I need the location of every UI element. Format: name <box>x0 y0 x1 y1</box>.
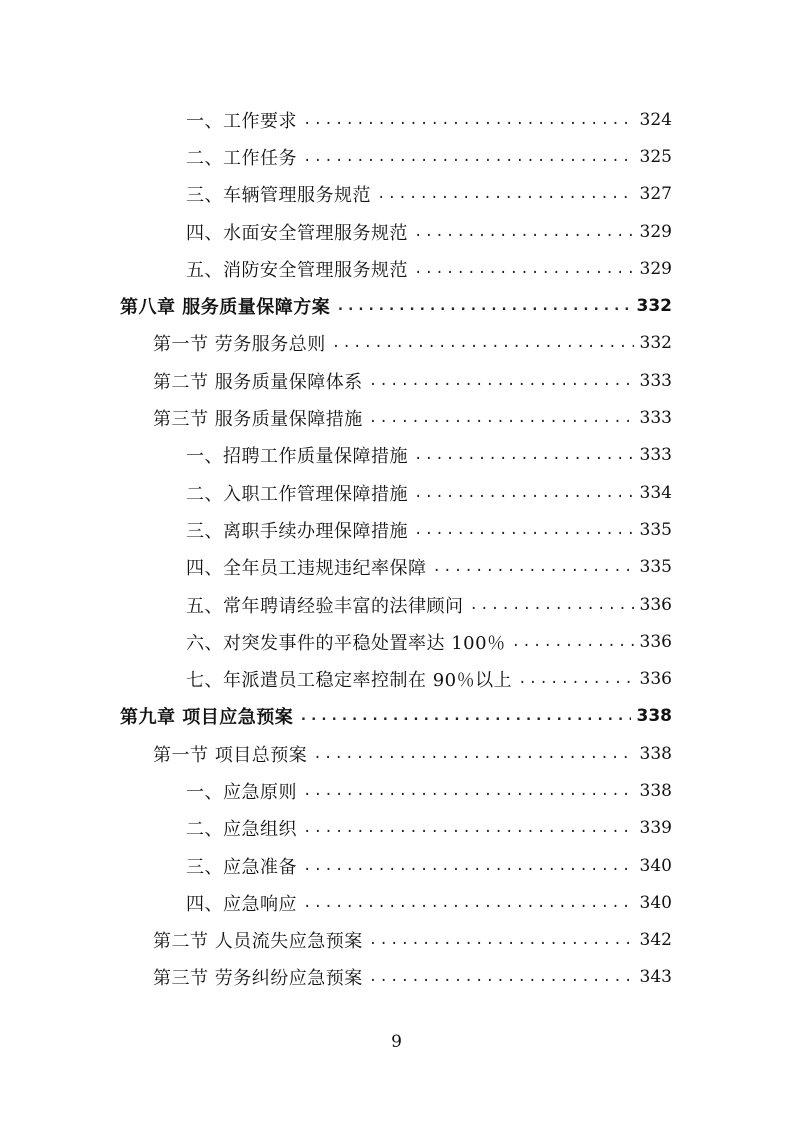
dot-leader <box>369 932 634 948</box>
toc-section-entry[interactable] <box>0 325 793 362</box>
dot-leader <box>414 447 634 463</box>
toc-entry-title: 七、年派遣员工稳定率控制在 90％以上 <box>186 670 513 692</box>
toc-entry[interactable] <box>0 138 793 175</box>
toc-entry[interactable] <box>0 586 793 623</box>
toc-entry-title: 二、工作任务 <box>186 147 297 169</box>
toc-entry[interactable] <box>0 437 793 474</box>
toc-entry-title: 第一节 项目总预案 <box>153 744 308 766</box>
toc-entry-title: 第三节 服务质量保障措施 <box>153 409 363 431</box>
dot-leader <box>369 410 634 426</box>
toc-entry-page: 338 <box>636 706 672 727</box>
toc-entry[interactable] <box>0 549 793 586</box>
toc-section-entry[interactable] <box>0 399 793 436</box>
toc-entry-title: 二、入职工作管理保障措施 <box>186 483 408 505</box>
toc-entry[interactable] <box>0 213 793 250</box>
dot-leader <box>303 858 634 874</box>
dot-leader <box>414 522 634 538</box>
toc-entry-page: 332 <box>636 296 672 317</box>
dot-leader <box>303 895 634 911</box>
toc-entry[interactable] <box>0 623 793 660</box>
dot-leader <box>299 708 630 724</box>
dot-leader <box>303 149 634 165</box>
toc-entry-page: 324 <box>639 109 672 130</box>
dot-leader <box>414 485 634 501</box>
toc-entry-title: 五、消防安全管理服务规范 <box>186 259 408 281</box>
toc-entry-page: 329 <box>639 221 672 242</box>
toc-section-entry[interactable] <box>0 959 793 996</box>
dot-leader <box>414 261 634 277</box>
dot-leader <box>369 969 634 985</box>
toc-entry-page: 325 <box>639 146 672 167</box>
toc-entry-page: 336 <box>639 594 672 615</box>
toc-entry-page: 342 <box>639 930 672 951</box>
toc-entry-title: 一、招聘工作质量保障措施 <box>186 446 408 468</box>
toc-entry-page: 340 <box>639 892 672 913</box>
toc-entry-title: 第八章 服务质量保障方案 <box>120 297 331 319</box>
toc-entry-title: 六、对突发事件的平稳处置率达 100％ <box>186 632 506 654</box>
toc-section-entry[interactable] <box>0 922 793 959</box>
toc-entry-page: 336 <box>639 669 672 690</box>
toc-entry-title: 三、离职手续办理保障措施 <box>186 520 408 542</box>
dot-leader <box>369 373 634 389</box>
toc-entry[interactable] <box>0 847 793 884</box>
toc-entry-page: 340 <box>639 855 672 876</box>
toc-entry-page: 336 <box>639 631 672 652</box>
dot-leader <box>313 746 633 762</box>
dot-leader <box>414 224 634 240</box>
toc-entry-page: 343 <box>639 967 672 988</box>
toc-entry-title: 一、工作要求 <box>186 110 297 132</box>
dot-leader <box>512 634 634 650</box>
toc-entry[interactable] <box>0 884 793 921</box>
toc-entry[interactable] <box>0 101 793 138</box>
toc-section-entry[interactable] <box>0 735 793 772</box>
toc-entry-title: 一、应急原则 <box>186 781 297 803</box>
toc-entry-title: 四、应急响应 <box>186 893 297 915</box>
toc-chapter-entry[interactable] <box>0 287 793 324</box>
toc-entry-page: 334 <box>639 482 672 503</box>
toc-entry[interactable] <box>0 511 793 548</box>
dot-leader <box>336 298 630 314</box>
toc-entry-page: 335 <box>639 557 672 578</box>
toc-entry-title: 五、常年聘请经验丰富的法律顾问 <box>186 595 464 617</box>
toc-entry-page: 338 <box>639 780 672 801</box>
toc-entry-title: 四、水面安全管理服务规范 <box>186 222 408 244</box>
dot-leader <box>518 671 633 687</box>
toc-section-entry[interactable] <box>0 362 793 399</box>
toc-entry-page: 333 <box>639 445 672 466</box>
dot-leader <box>433 559 634 575</box>
dot-leader <box>332 335 634 351</box>
toc-entry[interactable] <box>0 660 793 697</box>
dot-leader <box>470 597 634 613</box>
page-number: 9 <box>391 1032 402 1052</box>
toc-entry-title: 第二节 人员流失应急预案 <box>153 931 363 953</box>
toc-entry-page: 333 <box>639 408 672 429</box>
table-of-contents <box>0 101 793 996</box>
toc-entry-title: 第九章 项目应急预案 <box>120 707 294 729</box>
toc-entry[interactable] <box>0 772 793 809</box>
toc-entry-title: 三、车辆管理服务规范 <box>186 185 371 207</box>
toc-entry-title: 第一节 劳务服务总则 <box>153 334 326 356</box>
toc-entry[interactable] <box>0 250 793 287</box>
dot-leader <box>303 112 634 128</box>
toc-entry-page: 339 <box>639 818 672 839</box>
toc-entry-title: 第三节 劳务纠纷应急预案 <box>153 968 363 990</box>
toc-entry-title: 四、全年员工违规违纪率保障 <box>186 558 427 580</box>
toc-entry-page: 333 <box>639 370 672 391</box>
toc-chapter-entry[interactable] <box>0 698 793 735</box>
toc-entry-page: 335 <box>639 519 672 540</box>
toc-entry-title: 第二节 服务质量保障体系 <box>153 371 363 393</box>
dot-leader <box>303 820 634 836</box>
toc-entry[interactable] <box>0 810 793 847</box>
dot-leader <box>377 186 634 202</box>
toc-entry-title: 三、应急准备 <box>186 856 297 878</box>
toc-entry-title: 二、应急组织 <box>186 819 297 841</box>
dot-leader <box>303 783 634 799</box>
toc-entry-page: 329 <box>639 258 672 279</box>
toc-entry-page: 327 <box>639 184 672 205</box>
toc-entry-page: 338 <box>639 743 672 764</box>
toc-entry[interactable] <box>0 474 793 511</box>
toc-entry-page: 332 <box>639 333 672 354</box>
toc-entry[interactable] <box>0 176 793 213</box>
